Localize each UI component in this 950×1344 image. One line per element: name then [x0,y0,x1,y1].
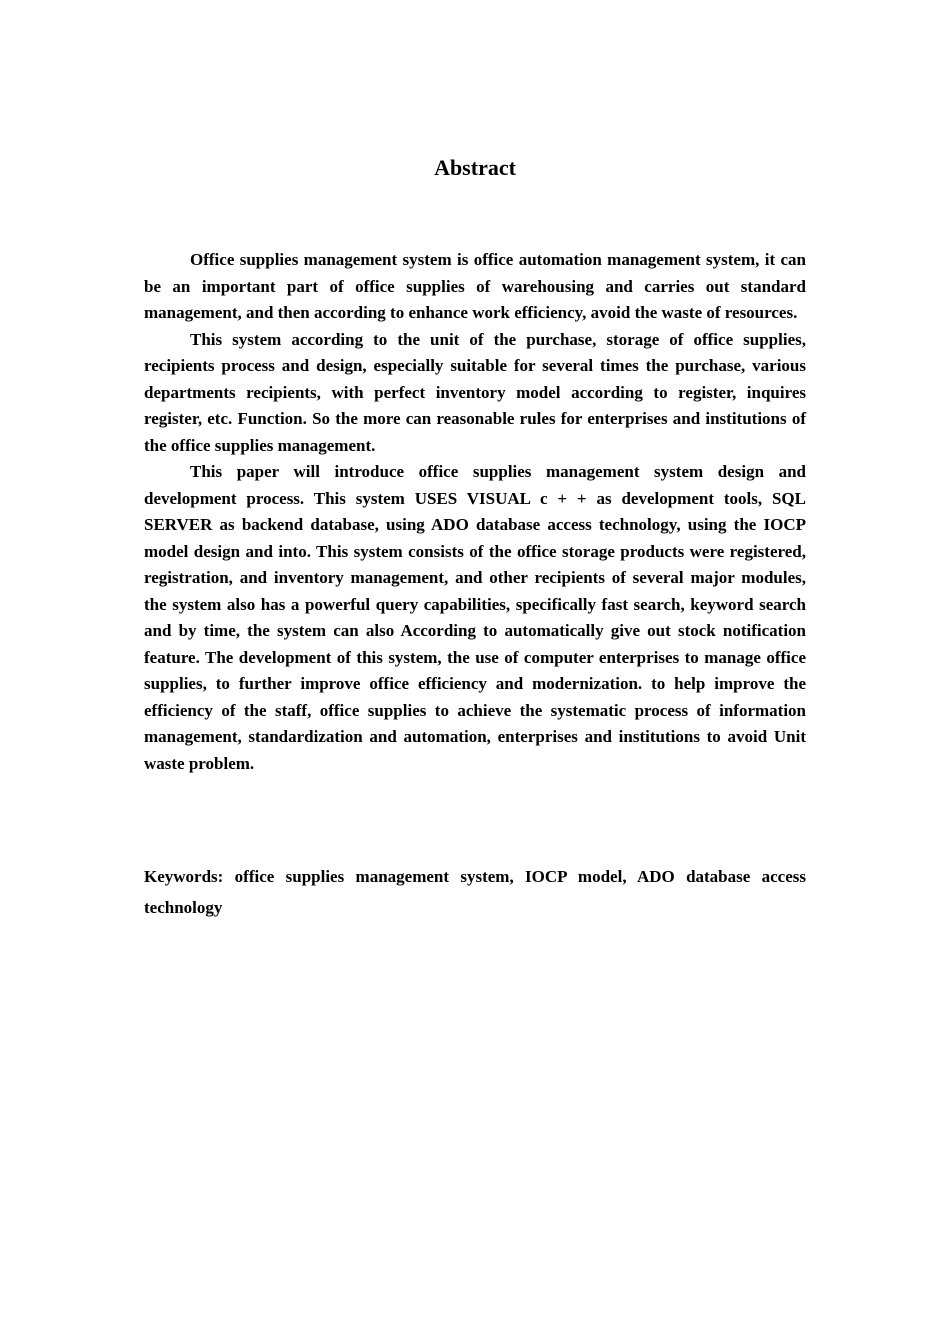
keywords-line: Keywords: office supplies management system, IOCP model, ADO database access technology [144,867,806,917]
abstract-paragraph: Office supplies management system is office automation management system, it can be an important part of office supplies of warehousing and carries out standard management, and then according to enhance work efficiency, avoid the waste of resources. [144,250,806,322]
abstract-paragraph: This paper will introduce office supplies management system design and development process. This system USES VISUAL c + + as development tools, SQL SERVER as backend database, using ADO database access technology, using the IOCP model design and into. This system consists of the office storage products were registered, registration, and inventory management, and other recipients of several major modules, the system also has a powerful query capabilities, specifically fast search, keyword search and by time, the system can also According to automatically give out stock notification feature. The development of this system, the use of computer enterprises to manage office supplies, to further improve office efficiency and modernization. to help improve the efficiency of the staff, office supplies to achieve the systematic process of information management, standardization and automation, enterprises and institutions to avoid Unit waste problem. [144,462,806,773]
abstract-paragraph: This system according to the unit of the purchase, storage of office supplies, recipients process and design, especially suitable for several times the purchase, various departments recipients, with perfect inventory model according to register, inquires register, etc. Function. So the more can reasonable rules for enterprises and institutions of the office supplies management. [144,329,806,455]
page-title: Abstract [434,155,516,180]
abstract-body [144,247,806,777]
